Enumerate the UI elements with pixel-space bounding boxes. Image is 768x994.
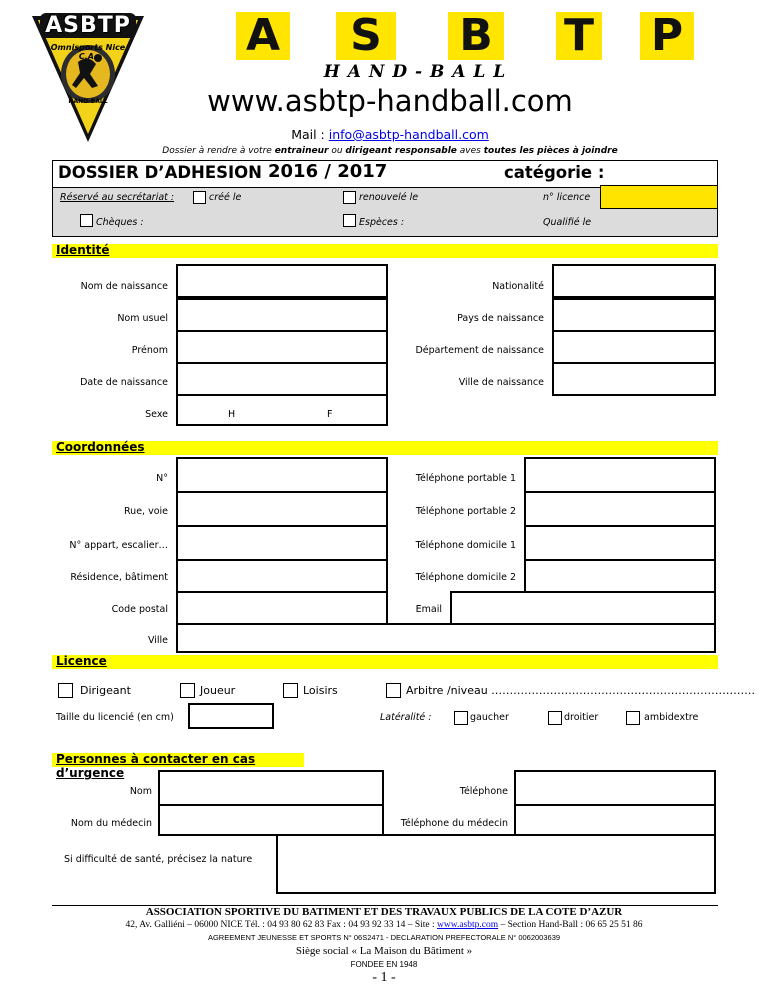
arbitre-label: Arbitre /niveau ……………………………………………………………… <box>406 684 756 697</box>
especes-checkbox[interactable] <box>343 214 356 227</box>
medecin-label: Nom du médecin <box>70 818 152 829</box>
renewed-checkbox[interactable] <box>343 191 356 204</box>
cheques-label: Chèques : <box>96 217 144 228</box>
residence-field[interactable] <box>176 559 388 593</box>
logo-title: ASBTP <box>40 13 136 38</box>
date-naissance-field[interactable] <box>176 362 388 396</box>
taille-label: Taille du licencié (en cm) <box>56 712 174 723</box>
droitier-checkbox[interactable] <box>548 711 562 725</box>
footer-site-link[interactable]: www.asbtp.com <box>437 920 499 930</box>
tel-portable1-label: Téléphone portable 1 <box>415 473 516 484</box>
dept-naissance-field[interactable] <box>552 330 716 364</box>
dirigeant-label: Dirigeant <box>80 684 131 697</box>
pays-naissance-label: Pays de naissance <box>457 313 544 324</box>
rue-field[interactable] <box>176 491 388 527</box>
tel-domicile1-field[interactable] <box>524 525 716 561</box>
dirigeant-checkbox[interactable] <box>58 683 73 698</box>
tel-medecin-label: Téléphone du médecin <box>400 818 508 829</box>
joueur-label: Joueur <box>200 684 236 697</box>
sante-field[interactable] <box>276 834 716 894</box>
logo-handball: HAND-BALL <box>68 98 108 105</box>
instruction-bold2: dirigeant responsable <box>345 146 457 156</box>
banner-letter-s: S <box>336 12 396 60</box>
dossier-category: catégorie : <box>504 163 605 182</box>
coordonnees-section-bar <box>52 441 718 455</box>
email-field[interactable] <box>450 591 716 625</box>
email-label: Email <box>415 604 442 615</box>
tel-portable2-field[interactable] <box>524 491 716 527</box>
ville-label: Ville <box>147 635 168 646</box>
ville-field[interactable] <box>176 623 716 653</box>
instruction-part3: aves <box>456 146 484 156</box>
tel-portable2-label: Téléphone portable 2 <box>415 506 516 517</box>
renewed-label: renouvelé le <box>359 192 419 203</box>
footer-siege: Siège social « La Maison du Bâtiment » <box>295 945 473 957</box>
tel-domicile2-field[interactable] <box>524 559 716 593</box>
code-postal-field[interactable] <box>176 591 388 625</box>
taille-field[interactable] <box>188 703 274 729</box>
prenom-field[interactable] <box>176 330 388 364</box>
footer-founded: FONDEE EN 1948 <box>350 960 418 969</box>
gaucher-label: gaucher <box>470 712 509 723</box>
created-checkbox[interactable] <box>193 191 206 204</box>
urgence-section-bar <box>52 752 304 780</box>
instruction-bold1: entraineur <box>274 146 329 156</box>
numero-field[interactable] <box>176 457 388 493</box>
tel-domicile2-label: Téléphone domicile 2 <box>415 572 516 583</box>
created-label: créé le <box>209 192 242 203</box>
cheques-checkbox[interactable] <box>80 214 93 227</box>
qualified-label: Qualifié le <box>543 217 592 228</box>
loisirs-label: Loisirs <box>303 684 338 697</box>
code-postal-label: Code postal <box>111 604 168 615</box>
logo-subtitle: Omnisports Nice C.A. <box>50 43 126 61</box>
tel-medecin-field[interactable] <box>514 804 716 836</box>
tel-portable1-field[interactable] <box>524 457 716 493</box>
instruction-line <box>150 146 630 156</box>
gaucher-checkbox[interactable] <box>454 711 468 725</box>
footer-address <box>0 920 768 930</box>
nom-naissance-label: Nom de naissance <box>80 281 168 292</box>
sante-label: Si difficulté de santé, précisez la nature <box>64 854 253 865</box>
urgence-section-title: Personnes à contacter en cas d’urgence <box>56 752 256 780</box>
page-number: - 1 - <box>372 970 396 985</box>
reserved-label: Réservé au secrétariat : <box>60 192 175 203</box>
licence-number-field[interactable] <box>600 185 718 209</box>
urgence-telephone-field[interactable] <box>514 770 716 806</box>
sexe-h-label: H <box>228 409 236 420</box>
footer-address-part1: 42, Av. Galliéni – 06000 NICE Tél. : 04 93 80 62 83 Fax : 04 93 92 33 14 – Site : <box>125 920 437 930</box>
dossier-season: 2016 / 2017 <box>268 161 388 182</box>
urgence-telephone-label: Téléphone <box>459 786 508 797</box>
ambidextre-label: ambidextre <box>644 712 699 723</box>
prenom-label: Prénom <box>131 345 168 356</box>
dossier-title: DOSSIER D’ADHESION <box>58 163 262 182</box>
mail-link[interactable]: info@asbtp-handball.com <box>328 127 489 142</box>
banner-letters <box>236 12 694 60</box>
urgence-nom-field[interactable] <box>158 770 384 806</box>
urgence-nom-label: Nom <box>129 786 152 797</box>
instruction-part1: Dossier à rendre à votre <box>162 146 275 156</box>
licence-section-bar <box>52 655 718 669</box>
loisirs-checkbox[interactable] <box>283 683 298 698</box>
dept-naissance-label: Département de naissance <box>415 345 544 356</box>
lateralite-label: Latéralité : <box>380 712 432 723</box>
numero-label: N° <box>156 473 168 484</box>
coordonnees-section-title: Coordonnées <box>56 440 145 454</box>
banner-letter-p: P <box>640 12 694 60</box>
ville-naissance-label: Ville de naissance <box>458 377 544 388</box>
mail-label: Mail : <box>291 127 329 142</box>
droitier-label: droitier <box>564 712 599 723</box>
sexe-f-label: F <box>327 409 333 420</box>
footer-agreement: AGREEMENT JEUNESSE ET SPORTS N° 06S2471 - DECLARATION PREFECTORALE N° 0062003639 <box>207 933 561 942</box>
medecin-field[interactable] <box>158 804 384 836</box>
rue-label: Rue, voie <box>124 506 168 517</box>
banner-letter-b: B <box>448 12 504 60</box>
licence-section-title: Licence <box>56 654 107 668</box>
ambidextre-checkbox[interactable] <box>626 711 640 725</box>
identite-section-bar <box>52 244 718 258</box>
website-title: www.asbtp-handball.com <box>207 84 573 118</box>
nom-usuel-field[interactable] <box>176 298 388 332</box>
appart-field[interactable] <box>176 525 388 561</box>
nationalite-label: Nationalité <box>492 281 544 292</box>
joueur-checkbox[interactable] <box>180 683 195 698</box>
sexe-label: Sexe <box>145 409 168 420</box>
especes-label: Espèces : <box>359 217 405 228</box>
nom-naissance-field[interactable] <box>176 264 388 298</box>
date-naissance-label: Date de naissance <box>80 377 168 388</box>
licence-number-label: n° licence <box>543 192 591 203</box>
pays-naissance-field[interactable] <box>552 298 716 332</box>
footer-association: ASSOCIATION SPORTIVE DU BATIMENT ET DES TRAVAUX PUBLICS DE LA COTE D’AZUR <box>145 906 623 918</box>
footer-address-part2: – Section Hand-Ball : 06 65 25 51 86 <box>498 920 643 930</box>
residence-label: Résidence, bâtiment <box>70 572 168 583</box>
banner-letter-a: A <box>236 12 290 60</box>
mail-line <box>230 127 550 142</box>
appart-label: N° appart, escalier… <box>69 540 168 551</box>
arbitre-checkbox[interactable] <box>386 683 401 698</box>
banner-letter-t: T <box>556 12 602 60</box>
nom-usuel-label: Nom usuel <box>117 313 168 324</box>
ville-naissance-field[interactable] <box>552 362 716 396</box>
identite-section-title: Identité <box>56 243 110 257</box>
tel-domicile1-label: Téléphone domicile 1 <box>415 540 516 551</box>
instruction-bold3: toutes les pièces à joindre <box>483 146 618 156</box>
nationalite-field[interactable] <box>552 264 716 298</box>
sexe-field[interactable] <box>176 394 388 426</box>
instruction-part2: ou <box>328 146 346 156</box>
banner-subtitle: H A N D - B A L L <box>323 62 507 82</box>
